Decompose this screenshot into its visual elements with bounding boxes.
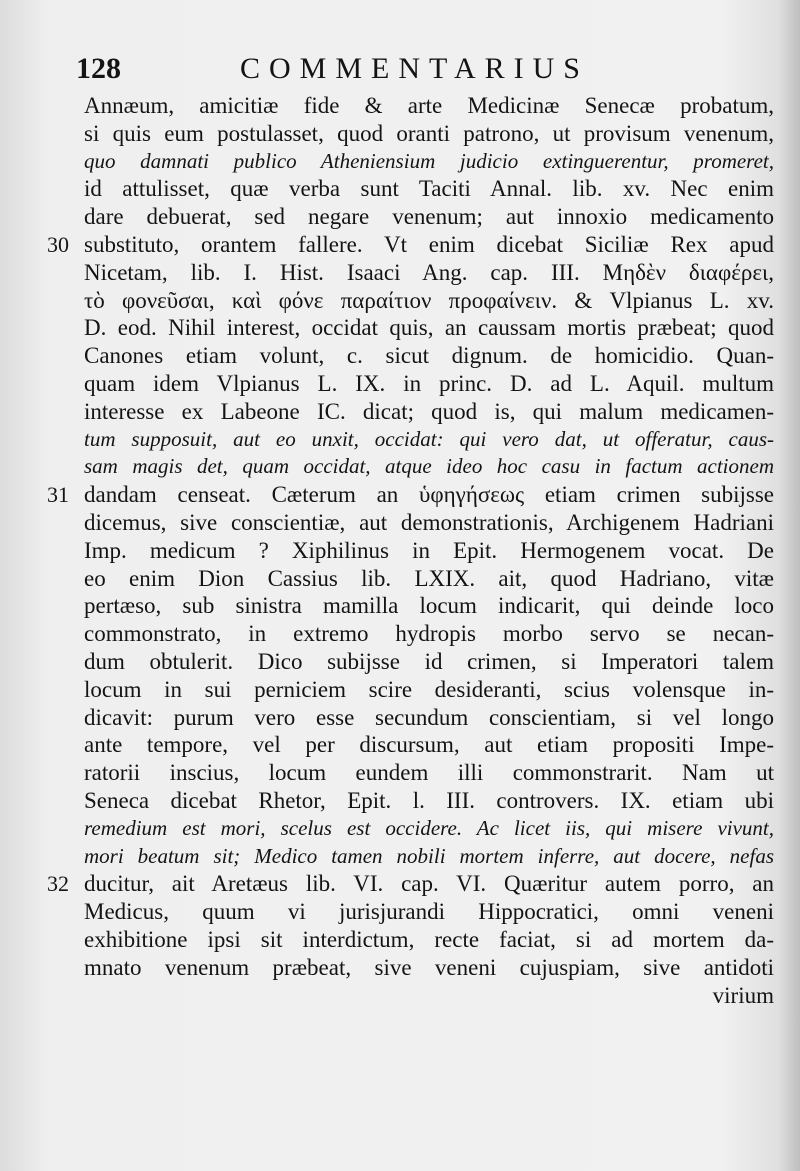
text-line: id attulisset, quæ verba sunt Taciti Annal. lib. xv. Nec enim bbox=[84, 176, 774, 202]
text-line: quam idem Vlpianus L. IX. in princ. D. ad L. Aquil. multum bbox=[84, 370, 774, 396]
text-line: eo enim Dion Cassius lib. LXIX. ait, quod Hadriano, vitæ bbox=[84, 565, 774, 591]
text-line-with-margin-number bbox=[47, 870, 774, 898]
text-line: exhibitione ipsi sit interdictum, recte faciat, si ad mortem da- bbox=[84, 926, 774, 952]
text-line: locum in sui perniciem scire desideranti, scius volensque in- bbox=[84, 676, 774, 702]
margin-number: 31 bbox=[47, 482, 69, 508]
page-gutter-shadow bbox=[778, 0, 800, 1171]
text-line: Imp. medicum ? Xiphilinus in Epit. Hermogenem vocat. De bbox=[84, 537, 774, 563]
text-line: tum supposuit, aut eo unxit, occidat: qui vero dat, ut offeratur, caus- bbox=[84, 426, 774, 451]
catchword: virium bbox=[712, 982, 774, 1008]
page-header bbox=[76, 52, 696, 92]
text-line: ante tempore, vel per discursum, aut etiam propositi Impe- bbox=[84, 732, 774, 758]
text-line: Nicetam, lib. I. Hist. Isaaci Ang. cap. III. Μηδὲν διαφέρει, bbox=[84, 259, 774, 285]
text-line: D. eod. Nihil interest, occidat quis, an caussam mortis præbeat; quod bbox=[84, 315, 774, 341]
text-line: Seneca dicebat Rhetor, Epit. l. III. controvers. IX. etiam ubi bbox=[84, 787, 774, 813]
text-line: remedium est mori, scelus est occidere. Ac licet iis, qui misere vivunt, bbox=[84, 815, 774, 840]
body-text bbox=[47, 92, 774, 1009]
text-line: dandam censeat. Cæterum an ὑφηγήσεως etiam crimen subijsse bbox=[84, 482, 774, 508]
text-line: si quis eum postulasset, quod oranti patrono, ut provisum venenum, bbox=[84, 120, 774, 146]
text-line: dicavit: purum vero esse secundum conscientiam, si vel longo bbox=[84, 704, 774, 730]
text-line: dare debuerat, sed negare venenum; aut innoxio medicamento bbox=[84, 204, 774, 230]
text-line: ducitur, ait Aretæus lib. VI. cap. VI. Quæritur autem porro, an bbox=[84, 871, 774, 897]
margin-number: 32 bbox=[47, 871, 69, 897]
text-line: interesse ex Labeone IC. dicat; quod is, qui malum medicamen- bbox=[84, 398, 774, 424]
text-line: τὸ φονεῦσαι, καὶ φόνε παραίτιον προφαίνειν. & Vlpianus L. xv. bbox=[84, 287, 774, 313]
text-line: dum obtulerit. Dico subijsse id crimen, si Imperatori talem bbox=[84, 648, 774, 674]
running-head: COMMENTARIUS bbox=[240, 52, 589, 85]
text-line: dicemus, sive conscientiæ, aut demonstrationis, Archigenem Hadriani bbox=[84, 509, 774, 535]
text-line: mnato venenum præbeat, sive veneni cujuspiam, sive antidoti bbox=[84, 954, 774, 980]
text-line: ratorii inscius, locum eundem illi commonstrarit. Nam ut bbox=[84, 760, 774, 786]
text-line-with-margin-number bbox=[47, 481, 774, 509]
text-line: mori beatum sit; Medico tamen nobili mortem inferre, aut docere, nefas bbox=[84, 843, 774, 868]
margin-number: 30 bbox=[47, 231, 69, 257]
text-line: quo damnati publico Atheniensium judicio extinguerentur, promeret, bbox=[84, 148, 774, 173]
text-line: commonstrato, in extremo hydropis morbo servo se necan- bbox=[84, 621, 774, 647]
text-line: Canones etiam volunt, c. sicut dignum. de homicidio. Quan- bbox=[84, 343, 774, 369]
text-line: Annæum, amicitiæ fide & arte Medicinæ Senecæ probatum, bbox=[84, 93, 774, 118]
page-number: 128 bbox=[76, 52, 121, 85]
text-line: Medicus, quum vi jurisjurandi Hippocratici, omni veneni bbox=[84, 899, 774, 925]
text-line: substituto, orantem fallere. Vt enim dicebat Siciliæ Rex apud bbox=[84, 231, 774, 257]
text-line-with-margin-number bbox=[47, 231, 774, 259]
text-line: pertæso, sub sinistra mamilla locum indicarit, qui deinde loco bbox=[84, 593, 774, 619]
text-line: sam magis det, quam occidat, atque ideo hoc casu in factum actionem bbox=[84, 454, 774, 479]
